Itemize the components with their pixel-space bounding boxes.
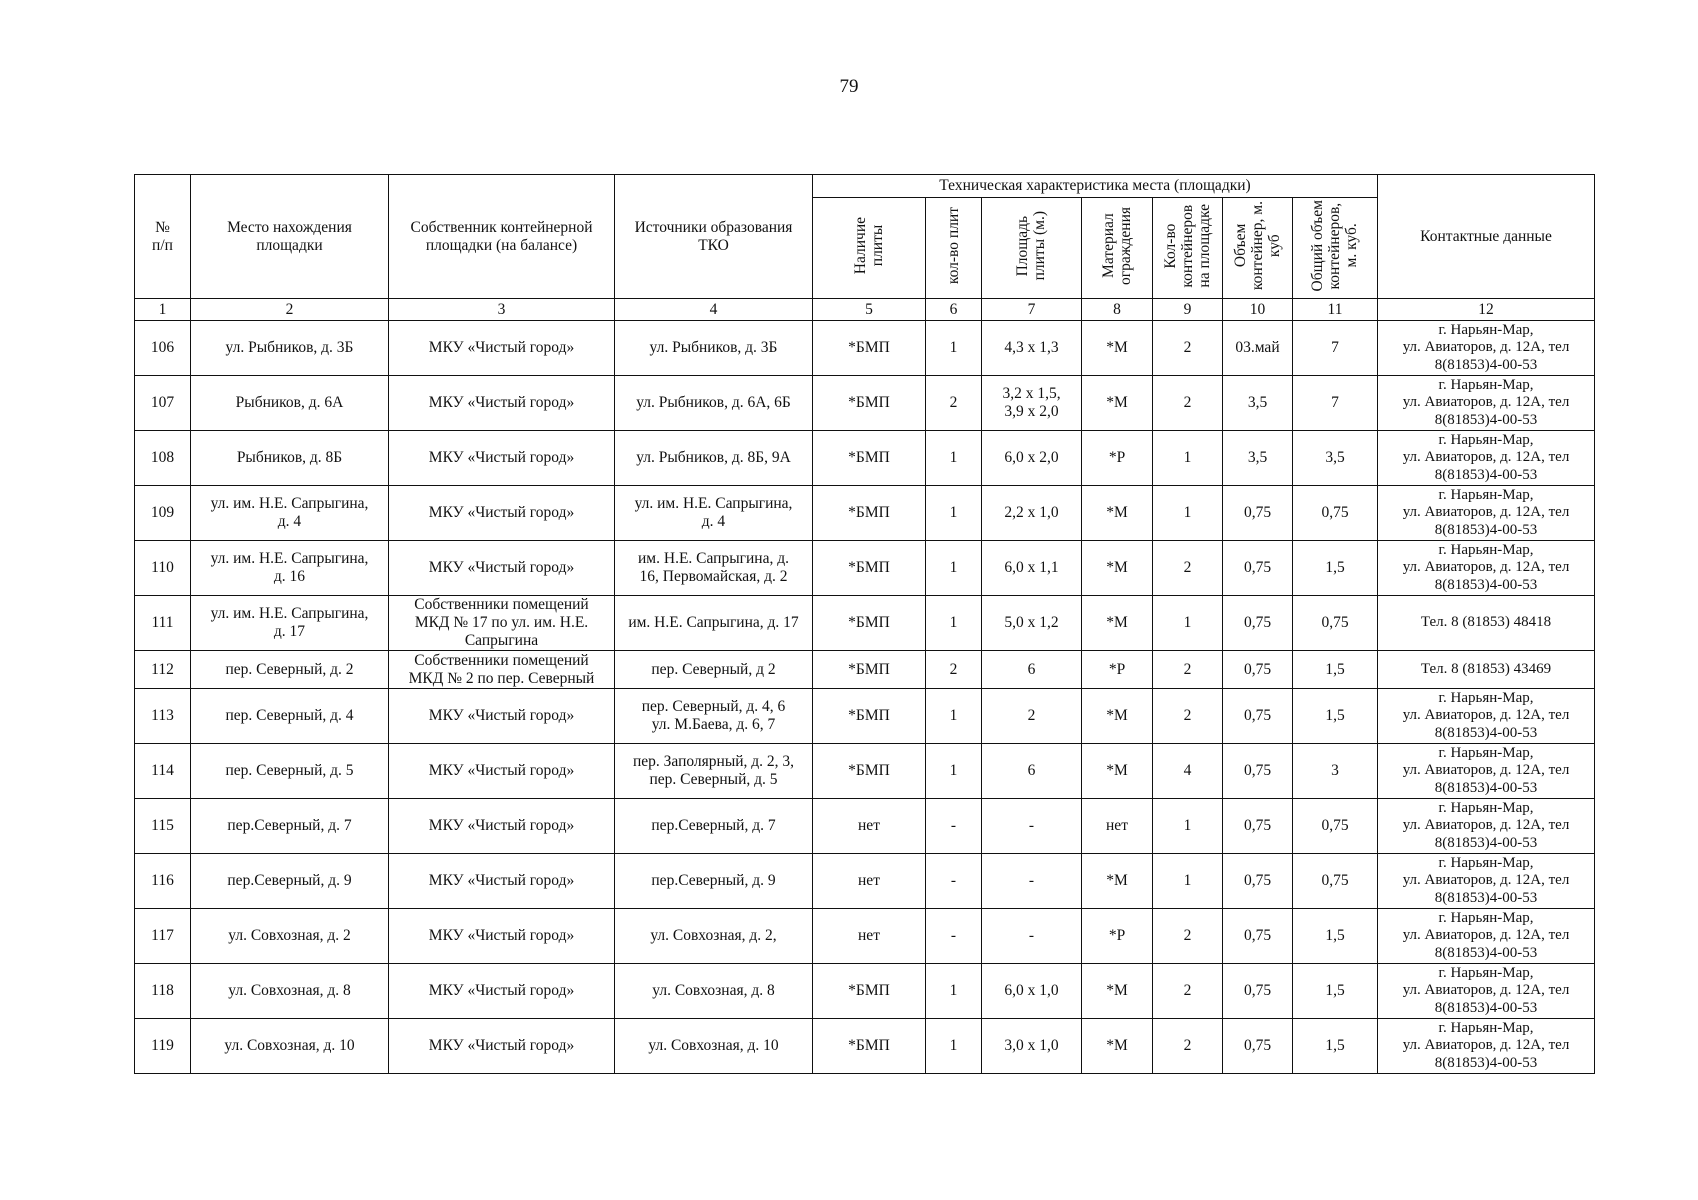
cell-volume: 0,75: [1223, 744, 1293, 799]
cell-owner: МКУ «Чистый город»: [389, 799, 615, 854]
cell-sources: ул. Совхозная, д. 10: [615, 1019, 813, 1074]
cell-sources: им. Н.Е. Сапрыгина, д. 17: [615, 596, 813, 651]
cell-num: 109: [135, 486, 191, 541]
cell-num: 115: [135, 799, 191, 854]
col-header-sources: [615, 175, 813, 299]
cell-contacts: Тел. 8 (81853) 48418: [1378, 596, 1595, 651]
cell-location: ул. Совхозная, д. 10: [191, 1019, 389, 1074]
cell-volume: 3,5: [1223, 431, 1293, 486]
cell-total: 1,5: [1293, 651, 1378, 689]
cell-slab: *БМП: [813, 541, 926, 596]
cell-material: *М: [1082, 964, 1153, 1019]
cell-slab: *БМП: [813, 689, 926, 744]
cell-total: 7: [1293, 376, 1378, 431]
table-row: [135, 486, 1595, 541]
table-row: [135, 964, 1595, 1019]
cell-num: 108: [135, 431, 191, 486]
cell-count: 1: [1153, 854, 1223, 909]
cell-material: *М: [1082, 596, 1153, 651]
column-number-row: [135, 299, 1595, 321]
cell-slab-count: 1: [926, 486, 982, 541]
cell-count: 2: [1153, 651, 1223, 689]
cell-sources: им. Н.Е. Сапрыгина, д. 16, Первомайская, д. 2: [615, 541, 813, 596]
column-number: 11: [1293, 299, 1378, 321]
cell-volume: 0,75: [1223, 541, 1293, 596]
cell-owner: МКУ «Чистый город»: [389, 431, 615, 486]
col-header-container-volume-text: Объем контейнер, м. куб: [1231, 201, 1284, 291]
cell-material: *М: [1082, 321, 1153, 376]
cell-area: 6: [982, 744, 1082, 799]
column-number: 3: [389, 299, 615, 321]
cell-total: 7: [1293, 321, 1378, 376]
cell-volume: 0,75: [1223, 486, 1293, 541]
table-row: [135, 541, 1595, 596]
cell-material: *Р: [1082, 431, 1153, 486]
cell-count: 2: [1153, 689, 1223, 744]
cell-count: 2: [1153, 909, 1223, 964]
cell-location: пер. Северный, д. 5: [191, 744, 389, 799]
cell-volume: 03.май: [1223, 321, 1293, 376]
cell-slab: *БМП: [813, 744, 926, 799]
table-row: [135, 431, 1595, 486]
container-sites-table: [134, 174, 1595, 1074]
col-header-slab-area-text: Площадь плиты (м.): [1014, 210, 1049, 281]
cell-slab-count: 2: [926, 376, 982, 431]
page-number: 79: [839, 76, 859, 97]
cell-owner: МКУ «Чистый город»: [389, 541, 615, 596]
cell-area: 2,2 х 1,0: [982, 486, 1082, 541]
cell-contacts: г. Нарьян-Мар, ул. Авиаторов, д. 12А, тел 8(81853)4-00-53: [1378, 689, 1595, 744]
col-header-slab-area: [982, 198, 1082, 299]
cell-area: 6,0 х 2,0: [982, 431, 1082, 486]
cell-volume: 0,75: [1223, 689, 1293, 744]
cell-sources: пер.Северный, д. 9: [615, 854, 813, 909]
col-header-owner: [389, 175, 615, 299]
cell-owner: МКУ «Чистый город»: [389, 376, 615, 431]
cell-volume: 0,75: [1223, 854, 1293, 909]
column-number: 2: [191, 299, 389, 321]
table-row: [135, 1019, 1595, 1074]
cell-num: 110: [135, 541, 191, 596]
cell-slab: *БМП: [813, 431, 926, 486]
cell-location: Рыбников, д. 8Б: [191, 431, 389, 486]
cell-owner: Собственники помещений МКД № 2 по пер. Северный: [389, 651, 615, 689]
cell-slab-count: 1: [926, 596, 982, 651]
cell-total: 1,5: [1293, 1019, 1378, 1074]
cell-area: 6,0 х 1,0: [982, 964, 1082, 1019]
cell-sources: пер. Северный, д 2: [615, 651, 813, 689]
table-row: [135, 651, 1595, 689]
cell-count: 2: [1153, 376, 1223, 431]
cell-location: пер.Северный, д. 7: [191, 799, 389, 854]
header-row-main: [135, 175, 1595, 198]
cell-area: 2: [982, 689, 1082, 744]
cell-count: 1: [1153, 596, 1223, 651]
cell-contacts: г. Нарьян-Мар, ул. Авиаторов, д. 12А, тел 8(81853)4-00-53: [1378, 854, 1595, 909]
cell-material: *М: [1082, 854, 1153, 909]
cell-count: 2: [1153, 964, 1223, 1019]
cell-total: 3,5: [1293, 431, 1378, 486]
table-row: [135, 376, 1595, 431]
table-row: [135, 596, 1595, 651]
cell-owner: МКУ «Чистый город»: [389, 689, 615, 744]
cell-slab-count: 1: [926, 541, 982, 596]
cell-total: 1,5: [1293, 964, 1378, 1019]
cell-slab: нет: [813, 799, 926, 854]
cell-volume: 0,75: [1223, 909, 1293, 964]
cell-area: 6,0 х 1,1: [982, 541, 1082, 596]
cell-location: пер. Северный, д. 4: [191, 689, 389, 744]
cell-area: 3,2 х 1,5, 3,9 х 2,0: [982, 376, 1082, 431]
cell-volume: 3,5: [1223, 376, 1293, 431]
col-header-sources-text: Источники образования ТКО: [634, 218, 793, 254]
cell-area: -: [982, 799, 1082, 854]
cell-total: 0,75: [1293, 486, 1378, 541]
cell-area: 6: [982, 651, 1082, 689]
col-header-container-count: [1153, 198, 1223, 299]
cell-total: 0,75: [1293, 799, 1378, 854]
table-row: [135, 321, 1595, 376]
col-header-num-text: № п/п: [152, 218, 173, 254]
cell-contacts: г. Нарьян-Мар, ул. Авиаторов, д. 12А, тел 8(81853)4-00-53: [1378, 799, 1595, 854]
col-header-fence-material-text: Материал ограждения: [1099, 206, 1134, 285]
cell-location: пер.Северный, д. 9: [191, 854, 389, 909]
cell-volume: 0,75: [1223, 799, 1293, 854]
cell-total: 0,75: [1293, 854, 1378, 909]
cell-sources: ул. им. Н.Е. Сапрыгина, д. 4: [615, 486, 813, 541]
cell-num: 119: [135, 1019, 191, 1074]
cell-sources: ул. Рыбников, д. 6А, 6Б: [615, 376, 813, 431]
cell-sources: ул. Рыбников, д. 3Б: [615, 321, 813, 376]
cell-contacts: Тел. 8 (81853) 43469: [1378, 651, 1595, 689]
cell-num: 117: [135, 909, 191, 964]
cell-sources: пер. Заполярный, д. 2, 3, пер. Северный, д. 5: [615, 744, 813, 799]
cell-area: -: [982, 854, 1082, 909]
cell-owner: МКУ «Чистый город»: [389, 744, 615, 799]
cell-count: 2: [1153, 541, 1223, 596]
cell-owner: МКУ «Чистый город»: [389, 909, 615, 964]
cell-volume: 0,75: [1223, 596, 1293, 651]
cell-sources: пер.Северный, д. 7: [615, 799, 813, 854]
cell-location: ул. Совхозная, д. 8: [191, 964, 389, 1019]
cell-sources: ул. Рыбников, д. 8Б, 9А: [615, 431, 813, 486]
cell-material: *Р: [1082, 651, 1153, 689]
col-header-tech-group: Техническая характеристика места (площадки): [813, 175, 1378, 198]
cell-material: *М: [1082, 541, 1153, 596]
cell-num: 111: [135, 596, 191, 651]
cell-owner: МКУ «Чистый город»: [389, 321, 615, 376]
table-body: [135, 321, 1595, 1074]
cell-contacts: г. Нарьян-Мар, ул. Авиаторов, д. 12А, тел 8(81853)4-00-53: [1378, 964, 1595, 1019]
column-number: 7: [982, 299, 1082, 321]
cell-location: ул. им. Н.Е. Сапрыгина, д. 16: [191, 541, 389, 596]
cell-num: 116: [135, 854, 191, 909]
cell-slab: нет: [813, 909, 926, 964]
cell-volume: 0,75: [1223, 1019, 1293, 1074]
column-number: 12: [1378, 299, 1595, 321]
cell-location: пер. Северный, д. 2: [191, 651, 389, 689]
cell-contacts: г. Нарьян-Мар, ул. Авиаторов, д. 12А, тел 8(81853)4-00-53: [1378, 1019, 1595, 1074]
cell-contacts: г. Нарьян-Мар, ул. Авиаторов, д. 12А, тел 8(81853)4-00-53: [1378, 744, 1595, 799]
cell-count: 2: [1153, 1019, 1223, 1074]
col-header-slab-count: [926, 198, 982, 299]
cell-slab-count: 1: [926, 431, 982, 486]
column-number: 5: [813, 299, 926, 321]
cell-slab-count: 1: [926, 689, 982, 744]
cell-material: *М: [1082, 744, 1153, 799]
cell-total: 1,5: [1293, 689, 1378, 744]
col-header-location-text: Место нахождения площадки: [227, 218, 352, 254]
column-number: 8: [1082, 299, 1153, 321]
cell-area: -: [982, 909, 1082, 964]
cell-location: ул. им. Н.Е. Сапрыгина, д. 17: [191, 596, 389, 651]
cell-slab: *БМП: [813, 486, 926, 541]
cell-total: 1,5: [1293, 909, 1378, 964]
col-header-total-volume: [1293, 198, 1378, 299]
cell-count: 1: [1153, 431, 1223, 486]
cell-material: *М: [1082, 376, 1153, 431]
cell-count: 2: [1153, 321, 1223, 376]
cell-owner: МКУ «Чистый город»: [389, 486, 615, 541]
col-header-slab-presence: [813, 198, 926, 299]
cell-num: 106: [135, 321, 191, 376]
cell-volume: 0,75: [1223, 651, 1293, 689]
table-row: [135, 909, 1595, 964]
cell-slab: *БМП: [813, 596, 926, 651]
cell-slab-count: -: [926, 854, 982, 909]
cell-slab: *БМП: [813, 376, 926, 431]
cell-contacts: г. Нарьян-Мар, ул. Авиаторов, д. 12А, тел 8(81853)4-00-53: [1378, 431, 1595, 486]
cell-material: *М: [1082, 1019, 1153, 1074]
cell-slab: нет: [813, 854, 926, 909]
col-header-container-count-text: Кол-во контейнеров на площадке: [1161, 203, 1214, 288]
cell-slab-count: -: [926, 799, 982, 854]
cell-contacts: г. Нарьян-Мар, ул. Авиаторов, д. 12А, тел 8(81853)4-00-53: [1378, 376, 1595, 431]
cell-location: ул. Рыбников, д. 3Б: [191, 321, 389, 376]
cell-slab-count: 1: [926, 321, 982, 376]
col-header-contacts: Контактные данные: [1378, 175, 1595, 299]
cell-num: 113: [135, 689, 191, 744]
cell-area: 3,0 х 1,0: [982, 1019, 1082, 1074]
column-number: 6: [926, 299, 982, 321]
cell-area: 5,0 х 1,2: [982, 596, 1082, 651]
cell-slab-count: 1: [926, 744, 982, 799]
cell-material: *М: [1082, 689, 1153, 744]
cell-num: 118: [135, 964, 191, 1019]
column-number: 1: [135, 299, 191, 321]
cell-contacts: г. Нарьян-Мар, ул. Авиаторов, д. 12А, тел 8(81853)4-00-53: [1378, 486, 1595, 541]
cell-count: 4: [1153, 744, 1223, 799]
cell-contacts: г. Нарьян-Мар, ул. Авиаторов, д. 12А, тел 8(81853)4-00-53: [1378, 541, 1595, 596]
table-row: [135, 854, 1595, 909]
column-number: 4: [615, 299, 813, 321]
cell-sources: ул. Совхозная, д. 2,: [615, 909, 813, 964]
table-row: [135, 744, 1595, 799]
col-header-owner-text: Собственник контейнерной площадки (на балансе): [410, 218, 593, 254]
col-header-container-volume: [1223, 198, 1293, 299]
cell-total: 1,5: [1293, 541, 1378, 596]
cell-slab-count: -: [926, 909, 982, 964]
cell-total: 3: [1293, 744, 1378, 799]
column-number: 9: [1153, 299, 1223, 321]
cell-slab: *БМП: [813, 651, 926, 689]
cell-slab: *БМП: [813, 321, 926, 376]
col-header-location: [191, 175, 389, 299]
cell-slab-count: 1: [926, 1019, 982, 1074]
col-header-num: [135, 175, 191, 299]
cell-contacts: г. Нарьян-Мар, ул. Авиаторов, д. 12А, тел 8(81853)4-00-53: [1378, 909, 1595, 964]
cell-owner: Собственники помещений МКД № 17 по ул. им. Н.Е. Сапрыгина: [389, 596, 615, 651]
cell-total: 0,75: [1293, 596, 1378, 651]
column-number: 10: [1223, 299, 1293, 321]
cell-slab: *БМП: [813, 964, 926, 1019]
cell-location: ул. Совхозная, д. 2: [191, 909, 389, 964]
col-header-fence-material: [1082, 198, 1153, 299]
cell-volume: 0,75: [1223, 964, 1293, 1019]
cell-num: 107: [135, 376, 191, 431]
cell-slab: *БМП: [813, 1019, 926, 1074]
cell-sources: ул. Совхозная, д. 8: [615, 964, 813, 1019]
cell-location: ул. им. Н.Е. Сапрыгина, д. 4: [191, 486, 389, 541]
cell-num: 112: [135, 651, 191, 689]
table-row: [135, 689, 1595, 744]
cell-material: нет: [1082, 799, 1153, 854]
table-row: [135, 799, 1595, 854]
cell-owner: МКУ «Чистый город»: [389, 964, 615, 1019]
cell-slab-count: 1: [926, 964, 982, 1019]
col-header-slab-presence-text: Наличие плиты: [851, 216, 886, 275]
col-header-slab-count-text: кол-во плит: [944, 207, 962, 285]
cell-contacts: г. Нарьян-Мар, ул. Авиаторов, д. 12А, тел 8(81853)4-00-53: [1378, 321, 1595, 376]
cell-material: *М: [1082, 486, 1153, 541]
cell-material: *Р: [1082, 909, 1153, 964]
cell-num: 114: [135, 744, 191, 799]
cell-slab-count: 2: [926, 651, 982, 689]
cell-location: Рыбников, д. 6А: [191, 376, 389, 431]
col-header-total-volume-text: Общий объем контейнеров, м. куб.: [1309, 199, 1361, 292]
cell-count: 1: [1153, 486, 1223, 541]
cell-count: 1: [1153, 799, 1223, 854]
cell-area: 4,3 х 1,3: [982, 321, 1082, 376]
cell-owner: МКУ «Чистый город»: [389, 1019, 615, 1074]
cell-sources: пер. Северный, д. 4, 6 ул. М.Баева, д. 6, 7: [615, 689, 813, 744]
cell-owner: МКУ «Чистый город»: [389, 854, 615, 909]
